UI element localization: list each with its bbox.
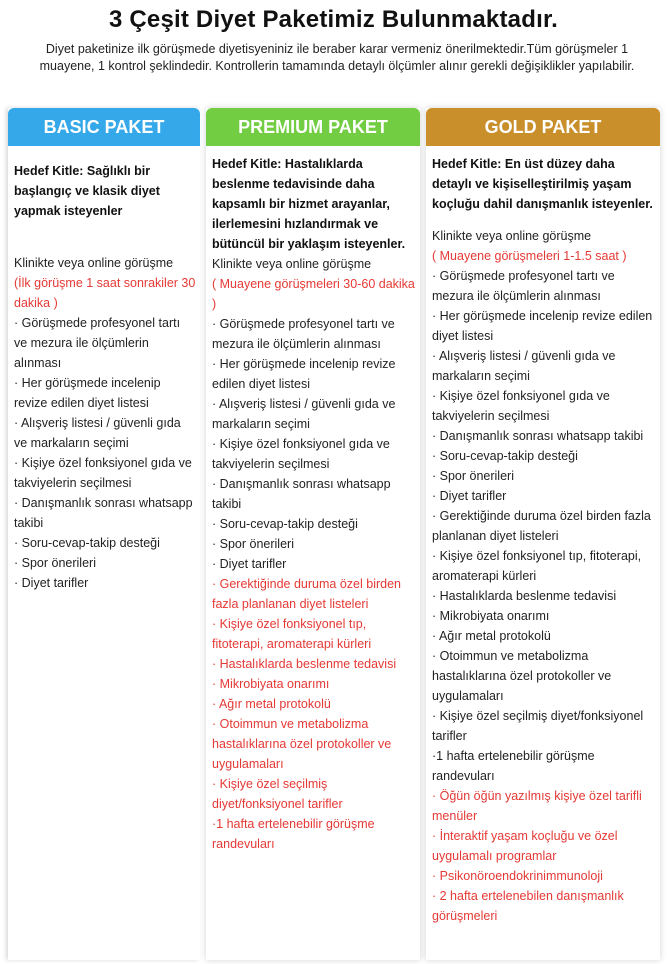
list-item: · Mikrobiyata onarımı [432, 609, 550, 623]
list-item: · Diyet tarifler [432, 489, 507, 503]
list-item: · İnteraktif yaşam koçluğu ve özel uygulamalı programlar [432, 829, 618, 863]
page-title: 3 Çeşit Diyet Paketimiz Bulunmaktadır. [108, 6, 559, 33]
list-item: · Kişiye özel seçilmiş diyet/fonksiyonel tarifler [432, 709, 644, 743]
list-item: · Ağır metal protokolü [212, 697, 331, 711]
list-item: ·1 hafta ertelenebilir görüşme randevuları [432, 749, 595, 783]
basic-target-audience: Hedef Kitle: Sağlıklı bir başlangıç ve klasik diyet yapmak isteyenler [14, 164, 160, 218]
list-item: (İlk görüşme 1 saat sonrakiler 30 dakika ) [14, 276, 196, 310]
list-item: · Her görüşmede incelenip revize edilen diyet listesi [14, 376, 161, 410]
intro-text: Diyet paketinize ilk görüşmede diyetisyeniniz ile beraber karar vermeniz önerilmektedir.Tüm görüşmeler 1 muayene, 1 kontrol şeklindedir. Kontrollerin tamamında detaylı ölçümler alınır gerekli değişiklikler yapılabilir. [39, 42, 635, 73]
list-item: Klinikte veya online görüşme [14, 256, 174, 270]
list-item: · Spor önerileri [14, 556, 96, 570]
gold-target-audience: Hedef Kitle: En üst düzey daha detaylı ve kişiselleştirilmiş yaşam koçluğu dahil danışmanlık isteyenler. [432, 157, 653, 211]
list-item: · Mikrobiyata onarımı [212, 677, 330, 691]
list-item: · Gerektiğinde duruma özel birden fazla planlanan diyet listeleri [432, 509, 651, 543]
list-item: · Otoimmun ve metabolizma hastalıklarına özel protokoller ve uygulamaları [212, 717, 392, 771]
list-item: Klinikte veya online görüşme [432, 229, 592, 243]
list-item: · Psikonöroendokrinimmunoloji [432, 869, 603, 883]
premium-package-header: PREMIUM PAKET [206, 108, 420, 146]
list-item: · Alışveriş listesi / güvenli gıda ve markaların seçimi [432, 349, 616, 383]
list-item: · Her görüşmede incelenip revize edilen diyet listesi [212, 357, 396, 391]
premium-package-card [206, 108, 420, 960]
list-item: · Diyet tarifler [14, 576, 89, 590]
list-item: ( Muayene görüşmeleri 30-60 dakika ) [212, 277, 415, 311]
list-item: · Kişiye özel fonksiyonel gıda ve takviyelerin seçilmesi [432, 389, 610, 423]
list-item: · Otoimmun ve metabolizma hastalıklarına özel protokoller ve uygulamaları [432, 649, 612, 703]
list-item: Klinikte veya online görüşme [212, 257, 372, 271]
list-item: · Hastalıklarda beslenme tedavisi [432, 589, 617, 603]
list-item: · Görüşmede profesyonel tartı ve mezura ile ölçümlerin alınması [432, 269, 615, 303]
list-item: · Gerektiğinde duruma özel birden fazla planlanan diyet listeleri [212, 577, 401, 611]
list-item: ·1 hafta ertelenebilir görüşme randevuları [212, 817, 375, 851]
list-item: · Hastalıklarda beslenme tedavisi [212, 657, 397, 671]
list-item: · Ağır metal protokolü [432, 629, 551, 643]
list-item: · Kişiye özel seçilmiş diyet/fonksiyonel tarifler [212, 777, 343, 811]
list-item: · Alışveriş listesi / güvenli gıda ve markaların seçimi [14, 416, 181, 450]
basic-feature-list [8, 253, 200, 593]
list-item: · Spor önerileri [432, 469, 514, 483]
basic-package-header: BASIC PAKET [8, 108, 200, 146]
list-item: · Danışmanlık sonrası whatsapp takibi [212, 477, 391, 511]
list-item: · Spor önerileri [212, 537, 294, 551]
list-item: · Kişiye özel fonksiyonel tıp, fitoterapi, aromaterapi kürleri [432, 549, 642, 583]
list-item: · Alışveriş listesi / güvenli gıda ve markaların seçimi [212, 397, 396, 431]
list-item: · Kişiye özel fonksiyonel gıda ve takviyelerin seçilmesi [212, 437, 390, 471]
list-item: · Her görüşmede incelenip revize edilen diyet listesi [432, 309, 653, 343]
list-item: · Öğün öğün yazılmış kişiye özel tarifli menüler [432, 789, 642, 823]
list-item: · Soru-cevap-takip desteği [14, 536, 160, 550]
list-item: · 2 hafta ertelenebilen danışmanlık görüşmeleri [432, 889, 624, 923]
list-item: · Soru-cevap-takip desteği [432, 449, 578, 463]
list-item: ( Muayene görüşmeleri 1-1.5 saat ) [432, 249, 627, 263]
gold-package-card [426, 108, 660, 960]
list-item: · Kişiye özel fonksiyonel tıp, fitoterapi, aromaterapi kürleri [212, 617, 372, 651]
list-item: · Görüşmede profesyonel tartı ve mezura ile ölçümlerin alınması [14, 316, 181, 370]
gold-package-header: GOLD PAKET [426, 108, 660, 146]
list-item: · Danışmanlık sonrası whatsapp takibi [14, 496, 193, 530]
gold-feature-list [426, 226, 660, 926]
premium-target-audience: Hedef Kitle: Hastalıklarda beslenme tedavisinde daha kapsamlı bir hizmet arayanlar, ilerlemesini hızlandırmak ve bütüncül bir yaklaşım isteyenler. [212, 157, 406, 251]
list-item: · Görüşmede profesyonel tartı ve mezura ile ölçümlerin alınması [212, 317, 395, 351]
premium-feature-list [206, 254, 420, 854]
list-item: · Diyet tarifler [212, 557, 287, 571]
list-item: · Soru-cevap-takip desteği [212, 517, 358, 531]
basic-package-card [8, 108, 200, 960]
list-item: · Danışmanlık sonrası whatsapp takibi [432, 429, 644, 443]
list-item: · Kişiye özel fonksiyonel gıda ve takviyelerin seçilmesi [14, 456, 192, 490]
